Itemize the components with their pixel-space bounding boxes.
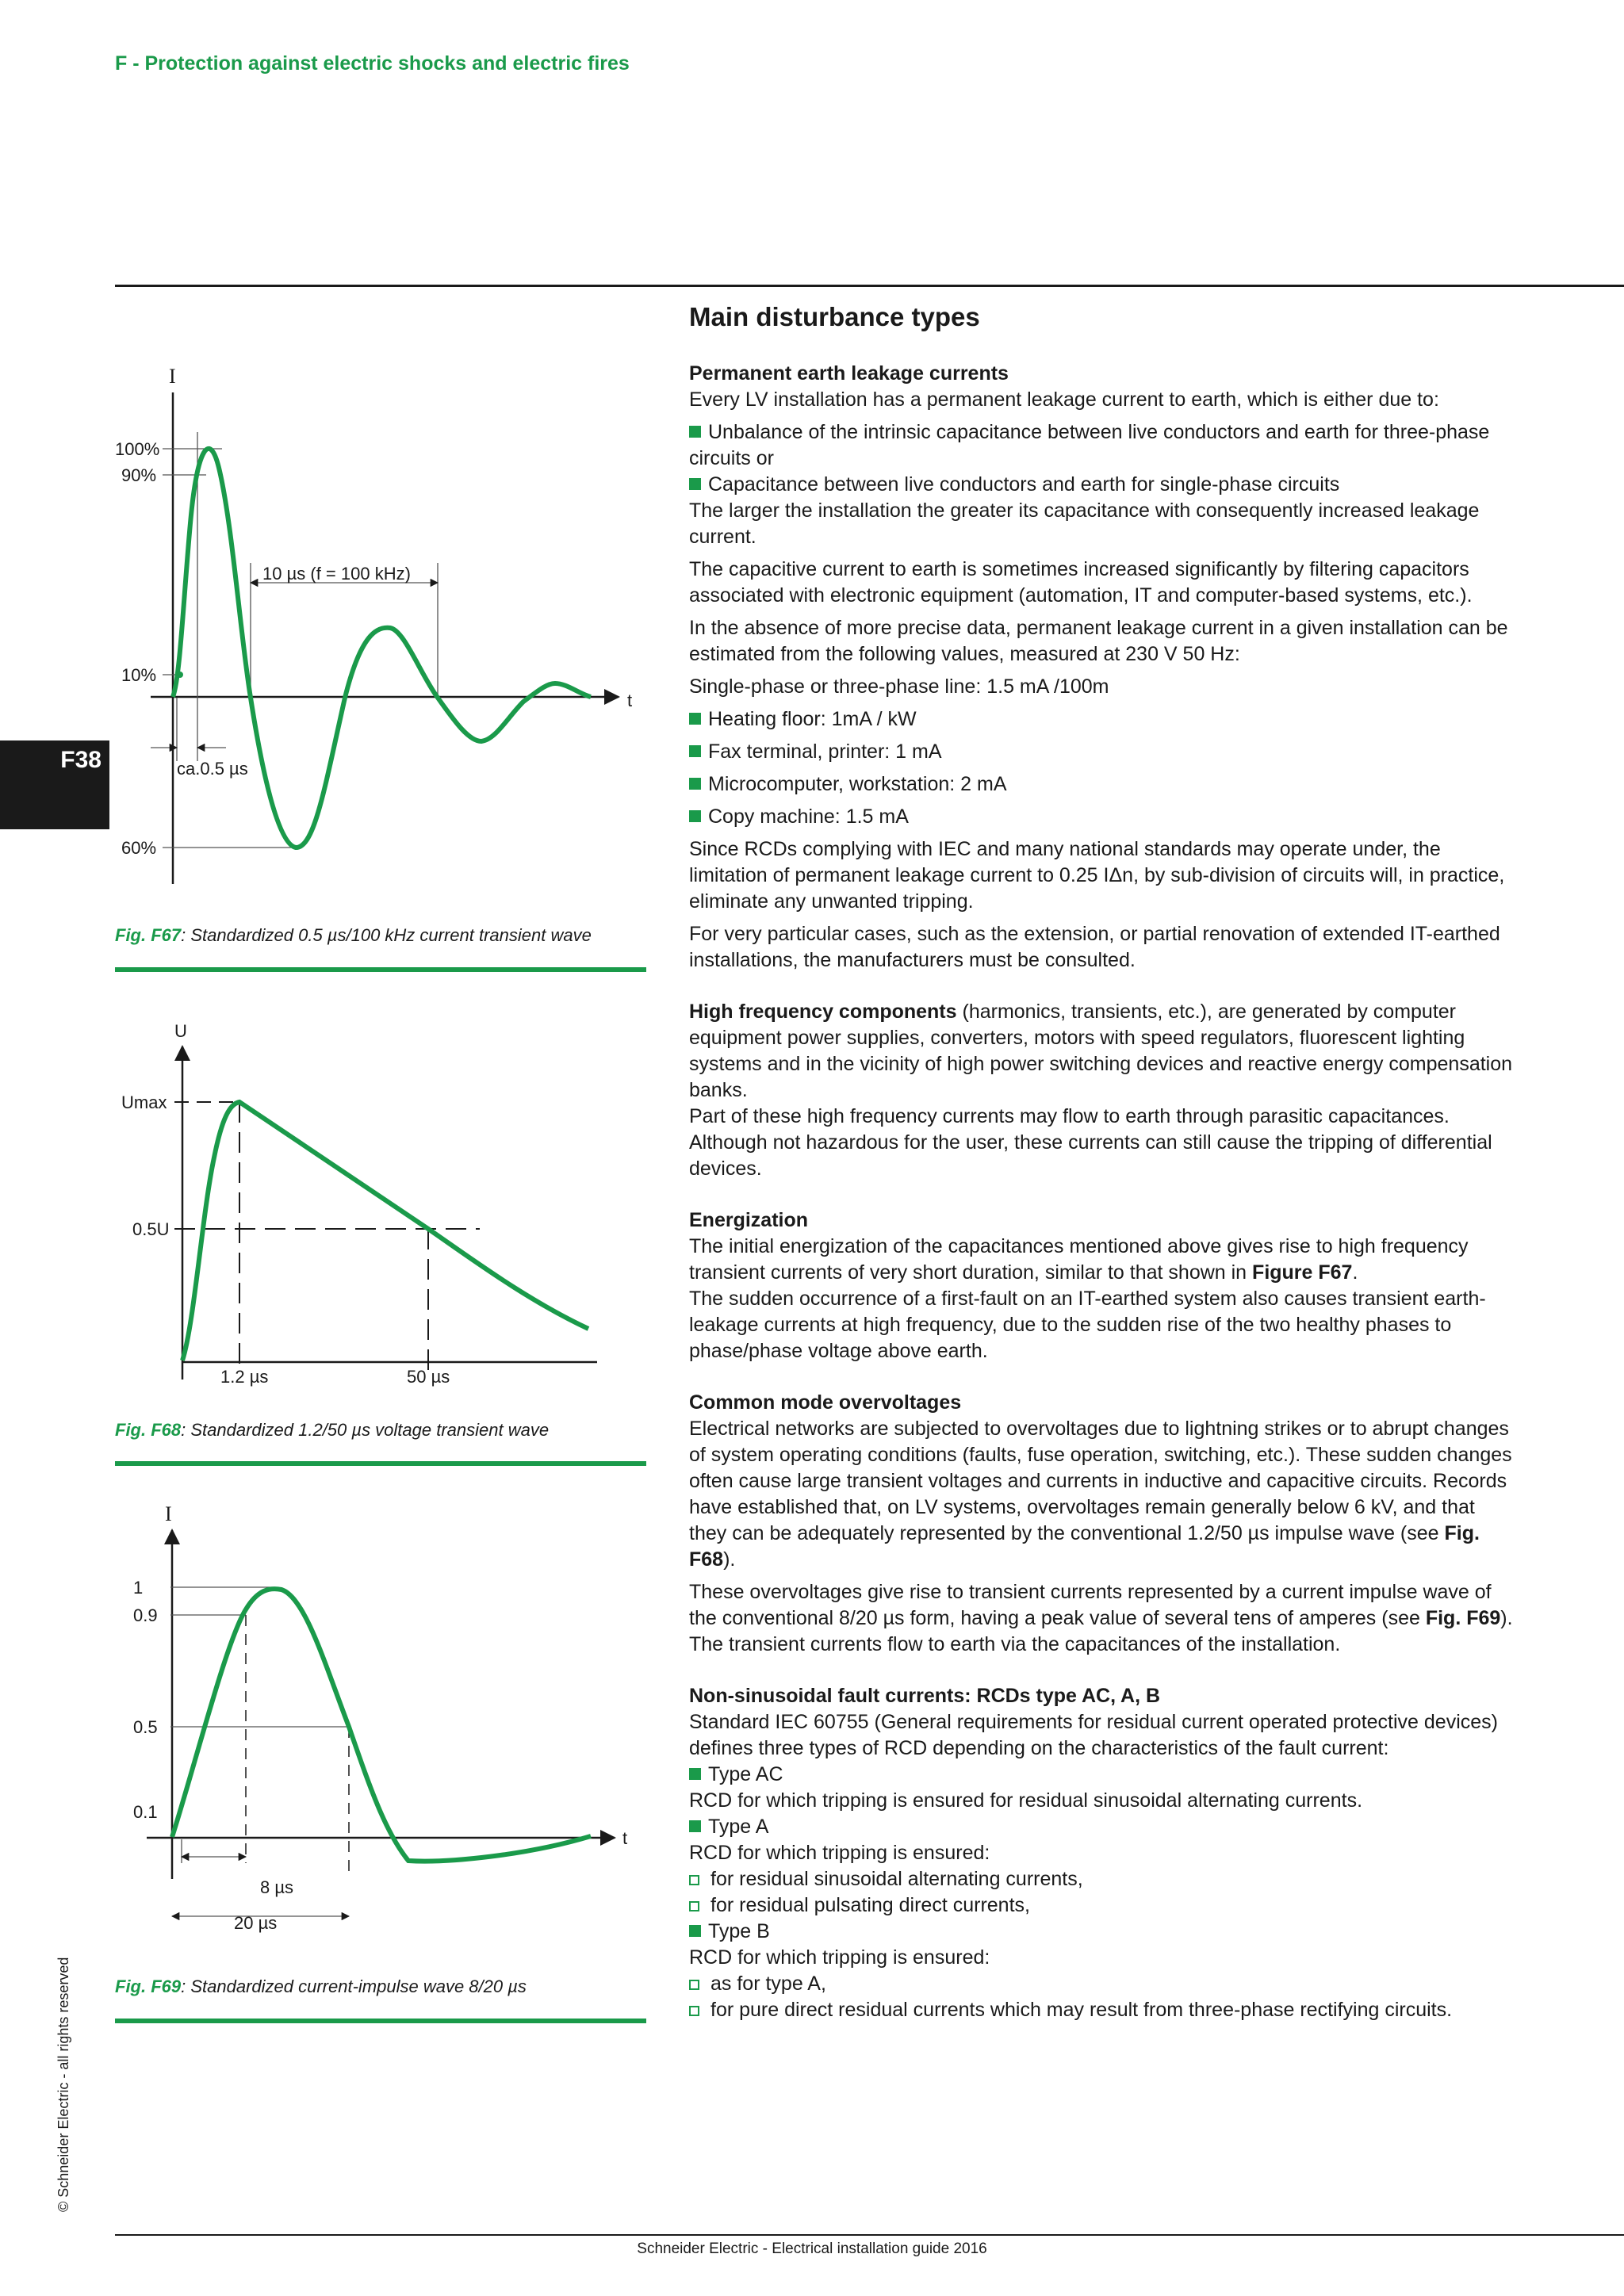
f68-label-t1: 1.2 µs	[220, 1367, 269, 1387]
leakage-bullet-1: Unbalance of the intrinsic capacitance between live conductors and earth for three-phase circuits or	[689, 421, 1490, 469]
leakage-para-5: Since RCDs complying with IEC and many national standards may operate under, the limitation of permanent leakage current to 0.25 IΔn, by sub-division of circuits will, in practice, eliminate any unwanted tripping.	[689, 838, 1505, 913]
hf-para-1: High frequency components (harmonics, transients, etc.), are generated by computer equipment power supplies, converters, motors with speed regulators, fluorescent lighting systems and in the vicinity of high power switching devices and reactive energy compensation banks. Part of these high frequency currents may flow to earth through parasitic capacitances. Although not hazardous for the user, these currents can still cause the tripping of differential devices.	[689, 1001, 1513, 1180]
f67-caption-text: : Standardized 0.5 µs/100 kHz current transient wave	[181, 925, 592, 945]
bullet-square-icon	[689, 778, 701, 790]
f67-y-label: I	[169, 365, 176, 388]
f67-caption	[115, 925, 592, 946]
f68-wave	[182, 1102, 588, 1360]
figure-f69	[115, 1490, 646, 2045]
f67-x-label: t	[627, 691, 633, 710]
leakage-bullet-2: Capacitance between live conductors and earth for single-phase circuits	[689, 472, 1514, 498]
f67-label-100: 100%	[115, 439, 160, 459]
energization-section	[689, 1207, 1514, 1364]
figure-f67	[115, 0, 646, 975]
f67-label-period: 10 µs (f = 100 kHz)	[262, 564, 411, 584]
f68-caption-text: : Standardized 1.2/50 µs voltage transient wave	[181, 1420, 550, 1440]
f69-chart	[115, 1490, 646, 2045]
bullet-square-icon	[689, 1925, 701, 1937]
main-title: Main disturbance types	[689, 302, 980, 331]
f67-fig-label: Fig. F67	[115, 925, 182, 945]
bullet-square-icon	[689, 713, 701, 725]
rcd-para-1: Standard IEC 60755 (General requirements for residual current operated protective devices) defines three types of RCD depending on the characteristics of the fault current:	[689, 1711, 1498, 1759]
page-footer: Schneider Electric - Electrical installation guide 2016	[637, 2241, 987, 2257]
bullet-open-square-icon	[689, 1980, 699, 1990]
bullet-square-icon	[689, 1820, 701, 1832]
leakage-list-2: Fax terminal, printer: 1 mA	[689, 739, 1514, 765]
leakage-list-4: Copy machine: 1.5 mA	[689, 804, 1514, 830]
bullet-open-square-icon	[689, 2006, 699, 2016]
f69-caption	[115, 1976, 527, 1997]
f68-caption	[115, 1420, 549, 1441]
rcd-type-a-item-1: for residual sinusoidal alternating currents,	[689, 1866, 1514, 1892]
rcd-section	[689, 1683, 1514, 2023]
bullet-square-icon	[689, 426, 701, 438]
rcd-type-b-desc: RCD for which tripping is ensured:	[689, 1946, 990, 1969]
f68-y-label: U	[174, 1021, 187, 1041]
page-number-tab	[0, 740, 109, 829]
rcd-type-b: Type B	[689, 1919, 1514, 1945]
figure-f69-ref: Fig. F69	[1425, 1607, 1501, 1629]
bullet-square-icon	[689, 745, 701, 757]
f69-y-label: I	[165, 1502, 172, 1525]
energization-para-1: The initial energization of the capacitances mentioned above gives rise to high frequency transient currents of very short duration, similar to that shown in Figure F67.	[689, 1235, 1469, 1284]
bullet-square-icon	[689, 478, 701, 490]
f69-label-09: 0.9	[133, 1605, 158, 1625]
leakage-para-1: The larger the installation the greater its capacitance with consequently increased leakage current.	[689, 499, 1480, 548]
f67-label-90: 90%	[121, 465, 157, 485]
rcd-type-ac-desc: RCD for which tripping is ensured for residual sinusoidal alternating currents.	[689, 1789, 1363, 1812]
f67-chart	[115, 0, 646, 975]
f69-x-label: t	[622, 1828, 628, 1848]
f69-fig-label: Fig. F69	[115, 1976, 182, 1996]
rcd-type-a-desc: RCD for which tripping is ensured:	[689, 1842, 990, 1864]
page-number: F38	[60, 747, 102, 773]
leakage-intro: Every LV installation has a permanent leakage current to earth, which is either due to:	[689, 388, 1439, 411]
f68-fig-label: Fig. F68	[115, 1420, 182, 1440]
figure-f68	[115, 1007, 646, 1475]
main-text-column	[689, 301, 1514, 2023]
leakage-para-4: Single-phase or three-phase line: 1.5 mA /100m	[689, 675, 1109, 698]
bullet-square-icon	[689, 1768, 701, 1780]
f67-label-rise: ca.0.5 µs	[177, 759, 248, 779]
leakage-list-3: Microcomputer, workstation: 2 mA	[689, 771, 1514, 798]
overvoltage-para-2: These overvoltages give rise to transient currents represented by a current impulse wave of the conventional 8/20 µs form, having a peak value of several tens of amperes (see Fig. F69).	[689, 1581, 1513, 1629]
f67-label-10: 10%	[121, 665, 157, 685]
f68-chart	[115, 1007, 646, 1475]
f69-divider	[115, 2019, 646, 2023]
section-heading-overvoltages: Common mode overvoltages	[689, 1391, 962, 1414]
rcd-type-ac: Type AC	[689, 1762, 1514, 1788]
f68-divider	[115, 1461, 646, 1466]
rcd-type-a-item-2: for residual pulsating direct currents,	[689, 1892, 1514, 1919]
overvoltage-para-1: Electrical networks are subjected to overvoltages due to lightning strikes or to abrupt changes of system operating conditions (faults, fuse operation, switching, etc.). These sudden changes often cause large transient voltages and currents in inductive and capacitive circuits. Records have established that, on LV systems, overvoltages remain generally below 6 kV, and that they can be adequately represented by the conventional 1.2/50 µs impulse wave (see Fig. F68).	[689, 1418, 1512, 1571]
energization-para-2: The sudden occurrence of a first-fault on an IT-earthed system also causes transient earth-leakage currents at high frequency, due to the sudden rise of the two healthy phases to phase/phase voltage above earth.	[689, 1288, 1486, 1362]
overvoltage-para-3: The transient currents flow to earth via the capacitances of the installation.	[689, 1633, 1341, 1655]
leakage-para-6: For very particular cases, such as the extension, or partial renovation of extended IT-earthed installations, the manufacturers must be consulted.	[689, 923, 1500, 971]
overvoltage-section	[689, 1390, 1514, 1658]
leakage-para-3: In the absence of more precise data, permanent leakage current in a given installation can be estimated from the following values, measured at 230 V 50 Hz:	[689, 617, 1508, 665]
page-header-title: F - Protection against electric shocks and electric fires	[115, 52, 630, 75]
f67-label-60: 60%	[121, 838, 157, 858]
f69-label-05: 0.5	[133, 1717, 158, 1737]
f68-label-t2: 50 µs	[407, 1367, 450, 1387]
f69-label-01: 0.1	[133, 1802, 158, 1822]
copyright-notice: © Schneider Electric - all rights reserved	[56, 1957, 71, 2212]
leakage-list-1: Heating floor: 1mA / kW	[689, 706, 1514, 733]
f69-label-20us: 20 µs	[234, 1913, 278, 1933]
rcd-type-b-item-1: as for type A,	[689, 1971, 1514, 1997]
f69-label-8us: 8 µs	[260, 1877, 294, 1897]
f67-divider	[115, 967, 646, 972]
f69-caption-text: : Standardized current-impulse wave 8/20 µs	[181, 1976, 527, 1996]
figure-f67-ref: Figure F67	[1252, 1261, 1353, 1284]
figure-f68-ref: Fig. F68	[689, 1522, 1480, 1571]
bottom-divider	[115, 2234, 1624, 2236]
f69-wave	[172, 1589, 591, 1861]
bullet-square-icon	[689, 810, 701, 822]
bullet-open-square-icon	[689, 1901, 699, 1911]
section-heading-rcd: Non-sinusoidal fault currents: RCDs type AC, A, B	[689, 1685, 1161, 1707]
f69-label-1: 1	[133, 1578, 144, 1598]
bullet-open-square-icon	[689, 1875, 699, 1885]
leakage-para-2: The capacitive current to earth is sometimes increased significantly by filtering capacitors associated with electronic equipment (automation, IT and computer-based systems, etc.).	[689, 558, 1473, 607]
rcd-type-a: Type A	[689, 1814, 1514, 1840]
section-heading-leakage: Permanent earth leakage currents	[689, 362, 1009, 385]
f68-label-umax: Umax	[121, 1093, 167, 1112]
f67-wave	[173, 449, 591, 848]
section-heading-energization: Energization	[689, 1209, 809, 1231]
section-heading-hf: High frequency components	[689, 1001, 957, 1023]
rcd-type-b-item-2: for pure direct residual currents which may result from three-phase rectifying circuits.	[689, 1997, 1514, 2023]
f68-label-half: 0.5U	[132, 1219, 170, 1239]
